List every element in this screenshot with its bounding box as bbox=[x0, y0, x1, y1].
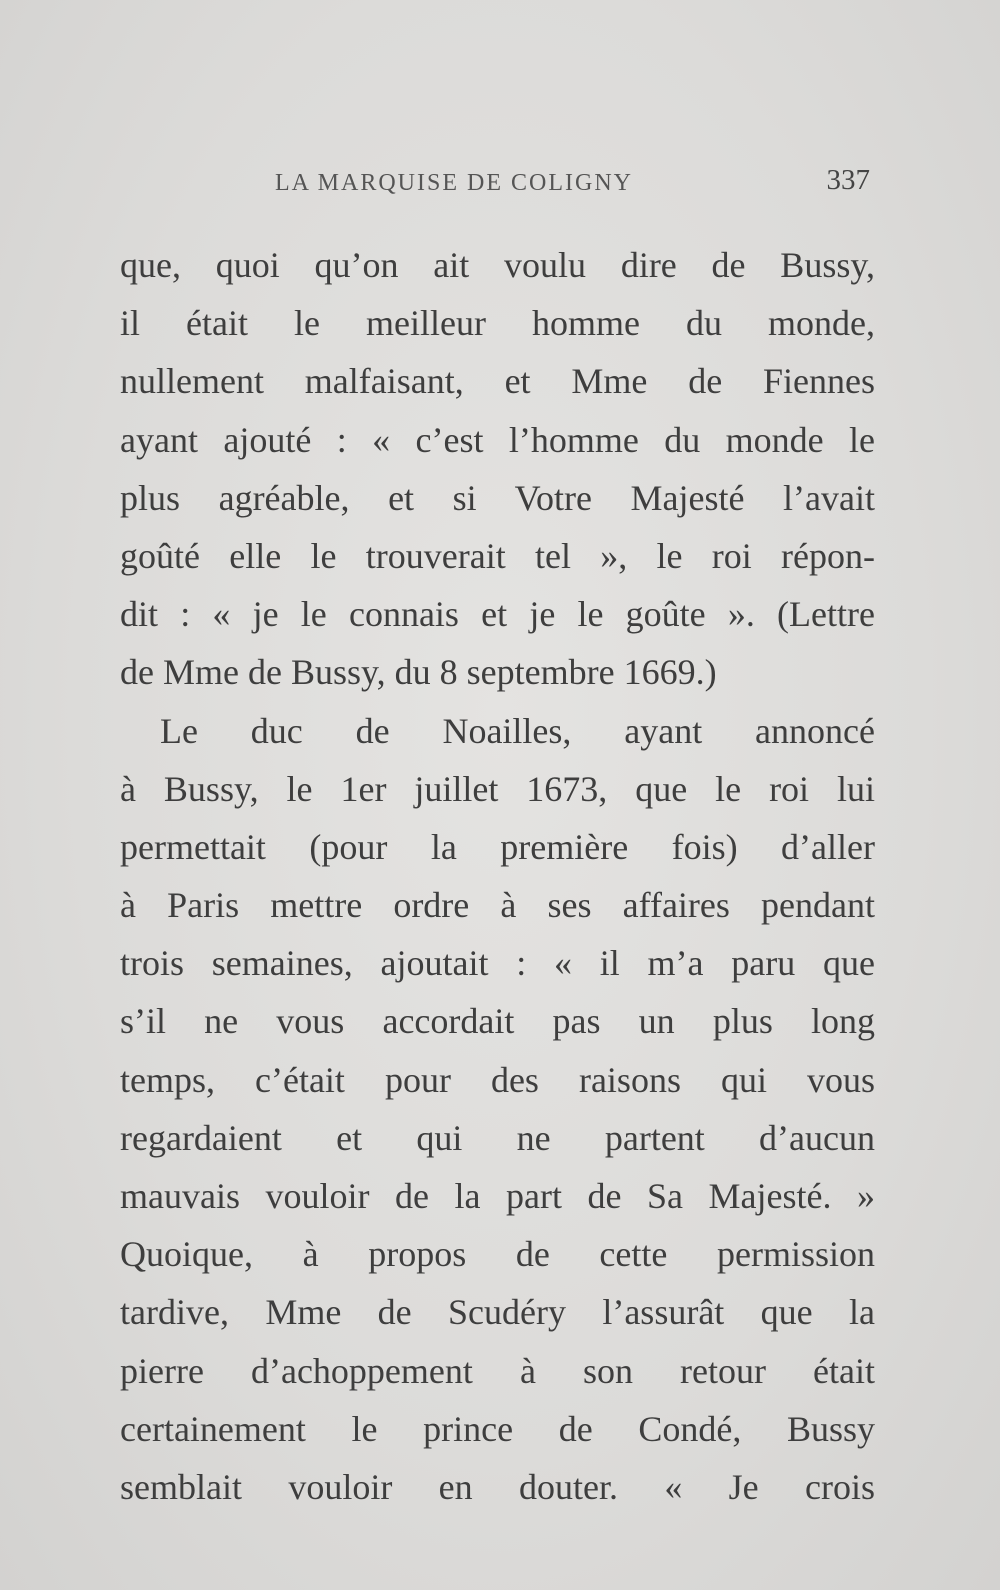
text-line: que, quoi qu’on ait voulu dire de Bussy, bbox=[120, 245, 875, 285]
text-line: nullement malfaisant, et Mme de Fiennes bbox=[120, 361, 875, 402]
page-number: 337 bbox=[826, 164, 870, 196]
text-line: ayant ajouté : « c’est l’homme du monde le bbox=[120, 419, 875, 460]
text-line: certainement le prince de Condé, Bussy bbox=[120, 1408, 875, 1449]
text-line: goûté elle le trouverait tel », le roi répon- bbox=[120, 535, 875, 576]
text-line: regardaient et qui ne partent d’aucun bbox=[120, 1117, 875, 1158]
text-line: tardive, Mme de Scudéry l’assurât que la bbox=[120, 1292, 875, 1333]
text-line: permettait (pour la première fois) d’aller bbox=[120, 826, 875, 867]
running-head-title: LA MARQUISE DE COLIGNY bbox=[275, 170, 633, 196]
text-line: à Bussy, le 1er juillet 1673, que le roi lui bbox=[120, 768, 875, 809]
paragraph-start-line: Le duc de Noailles, ayant annoncé bbox=[160, 710, 875, 751]
text-line: trois semaines, ajoutait : « il m’a paru que bbox=[120, 943, 875, 984]
text-line: à Paris mettre ordre à ses affaires pendant bbox=[120, 885, 875, 926]
running-head bbox=[120, 164, 870, 210]
text-line: mauvais vouloir de la part de Sa Majesté. » bbox=[120, 1176, 875, 1216]
text-line: de Mme de Bussy, du 8 septembre 1669.) bbox=[120, 652, 717, 693]
text-line: Quoique, à propos de cette permission bbox=[120, 1234, 875, 1275]
body-text bbox=[120, 236, 875, 1516]
text-line: il était le meilleur homme du monde, bbox=[120, 303, 875, 344]
text-line: semblait vouloir en douter. « Je crois bbox=[120, 1466, 875, 1507]
text-line: s’il ne vous accordait pas un plus long bbox=[120, 1001, 875, 1042]
text-line: dit : « je le connais et je le goûte ». (Lettre bbox=[120, 594, 875, 635]
text-line: temps, c’était pour des raisons qui vous bbox=[120, 1059, 875, 1100]
text-line: pierre d’achoppement à son retour était bbox=[120, 1350, 875, 1391]
text-line: plus agréable, et si Votre Majesté l’avait bbox=[120, 477, 875, 518]
